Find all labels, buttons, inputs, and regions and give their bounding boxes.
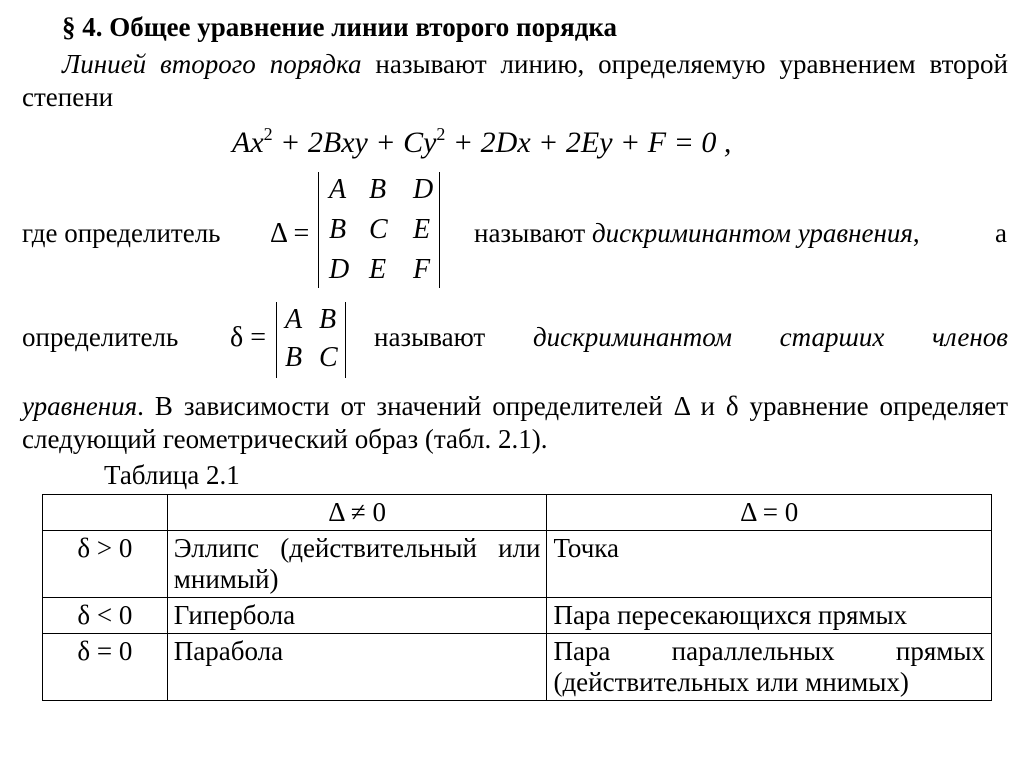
eq-square-1: 2	[263, 124, 273, 144]
senior-label: определитель	[22, 322, 179, 352]
table-cell: Пара параллельных прямых (действительных или мнимых)	[547, 634, 992, 701]
discriminant-comma: ,	[912, 218, 920, 248]
table-row	[43, 531, 992, 598]
table-header-row	[43, 495, 992, 531]
discriminant-called	[474, 218, 920, 249]
matrix3-cell: D	[329, 254, 350, 285]
senior-called	[374, 322, 1008, 353]
big-delta-symbol: Δ =	[270, 218, 310, 249]
matrix2-cell: B	[319, 304, 337, 335]
called-word: называют	[474, 218, 586, 248]
table-cell: Точка	[547, 531, 992, 598]
matrix3-cell: E	[413, 214, 431, 245]
table-cell: Эллипс (действительный или мнимый)	[167, 531, 547, 598]
table-caption: Таблица 2.1	[104, 460, 240, 490]
paragraph2-italic: уравнения	[22, 391, 138, 421]
called-word: называют	[374, 322, 486, 352]
senior-name-word: членов	[932, 322, 1008, 352]
senior-discriminant-line	[22, 322, 1008, 353]
determinant-3x3	[318, 172, 440, 288]
general-equation	[232, 124, 731, 160]
table-row	[43, 634, 992, 701]
table-header-cell	[43, 495, 168, 531]
discriminant-label: где определитель	[22, 218, 221, 248]
matrix3-cell: F	[413, 254, 431, 285]
table-cell: Парабола	[167, 634, 547, 701]
table-header-cell: Δ = 0	[547, 495, 992, 531]
matrix3-cell: D	[413, 174, 434, 205]
classification-table	[42, 494, 992, 701]
table-cell: δ < 0	[43, 598, 168, 634]
term-second-order-line: Линией второго порядка	[62, 49, 362, 79]
small-delta-symbol: δ =	[230, 322, 266, 353]
conjunction-a: а	[995, 218, 1007, 248]
senior-name-word: дискриминантом	[532, 322, 732, 352]
matrix2-cell: C	[319, 342, 338, 373]
matrix2-cell: A	[285, 304, 303, 335]
table-cell: Гипербола	[167, 598, 547, 634]
table-cell: Пара пересекающихся прямых	[547, 598, 992, 634]
table-row	[43, 598, 992, 634]
senior-name-word: старших	[779, 322, 885, 352]
paragraph2-text: . В зависимости от значений определителей Δ и δ уравнение определяет следующий геометрический образ (табл. 2.1).	[22, 391, 1008, 454]
matrix3-cell: E	[369, 254, 387, 285]
section-heading: § 4. Общее уравнение линии второго порядка	[62, 12, 618, 42]
matrix3-cell: C	[369, 214, 388, 245]
eq-part-2: + 2Bxy + Cy	[272, 126, 437, 159]
eq-square-2: 2	[436, 124, 446, 144]
matrix3-cell: A	[329, 174, 347, 205]
table-header-cell: Δ ≠ 0	[167, 495, 547, 531]
table-cell: δ > 0	[43, 531, 168, 598]
table-cell: δ = 0	[43, 634, 168, 701]
intro-text: называют линию, определяемую уравнением второй степени	[22, 49, 1008, 112]
matrix3-cell: B	[369, 174, 387, 205]
intro-paragraph	[22, 48, 1008, 114]
matrix3-cell: B	[329, 214, 347, 245]
matrix2-cell: B	[285, 342, 303, 373]
discriminant-name: дискриминантом уравнения	[591, 218, 913, 248]
dependency-paragraph	[22, 390, 1008, 456]
eq-part-1: Ax	[232, 126, 264, 159]
determinant-2x2	[276, 302, 346, 378]
eq-part-3: + 2Dx + 2Ey + F = 0 ,	[445, 126, 732, 159]
